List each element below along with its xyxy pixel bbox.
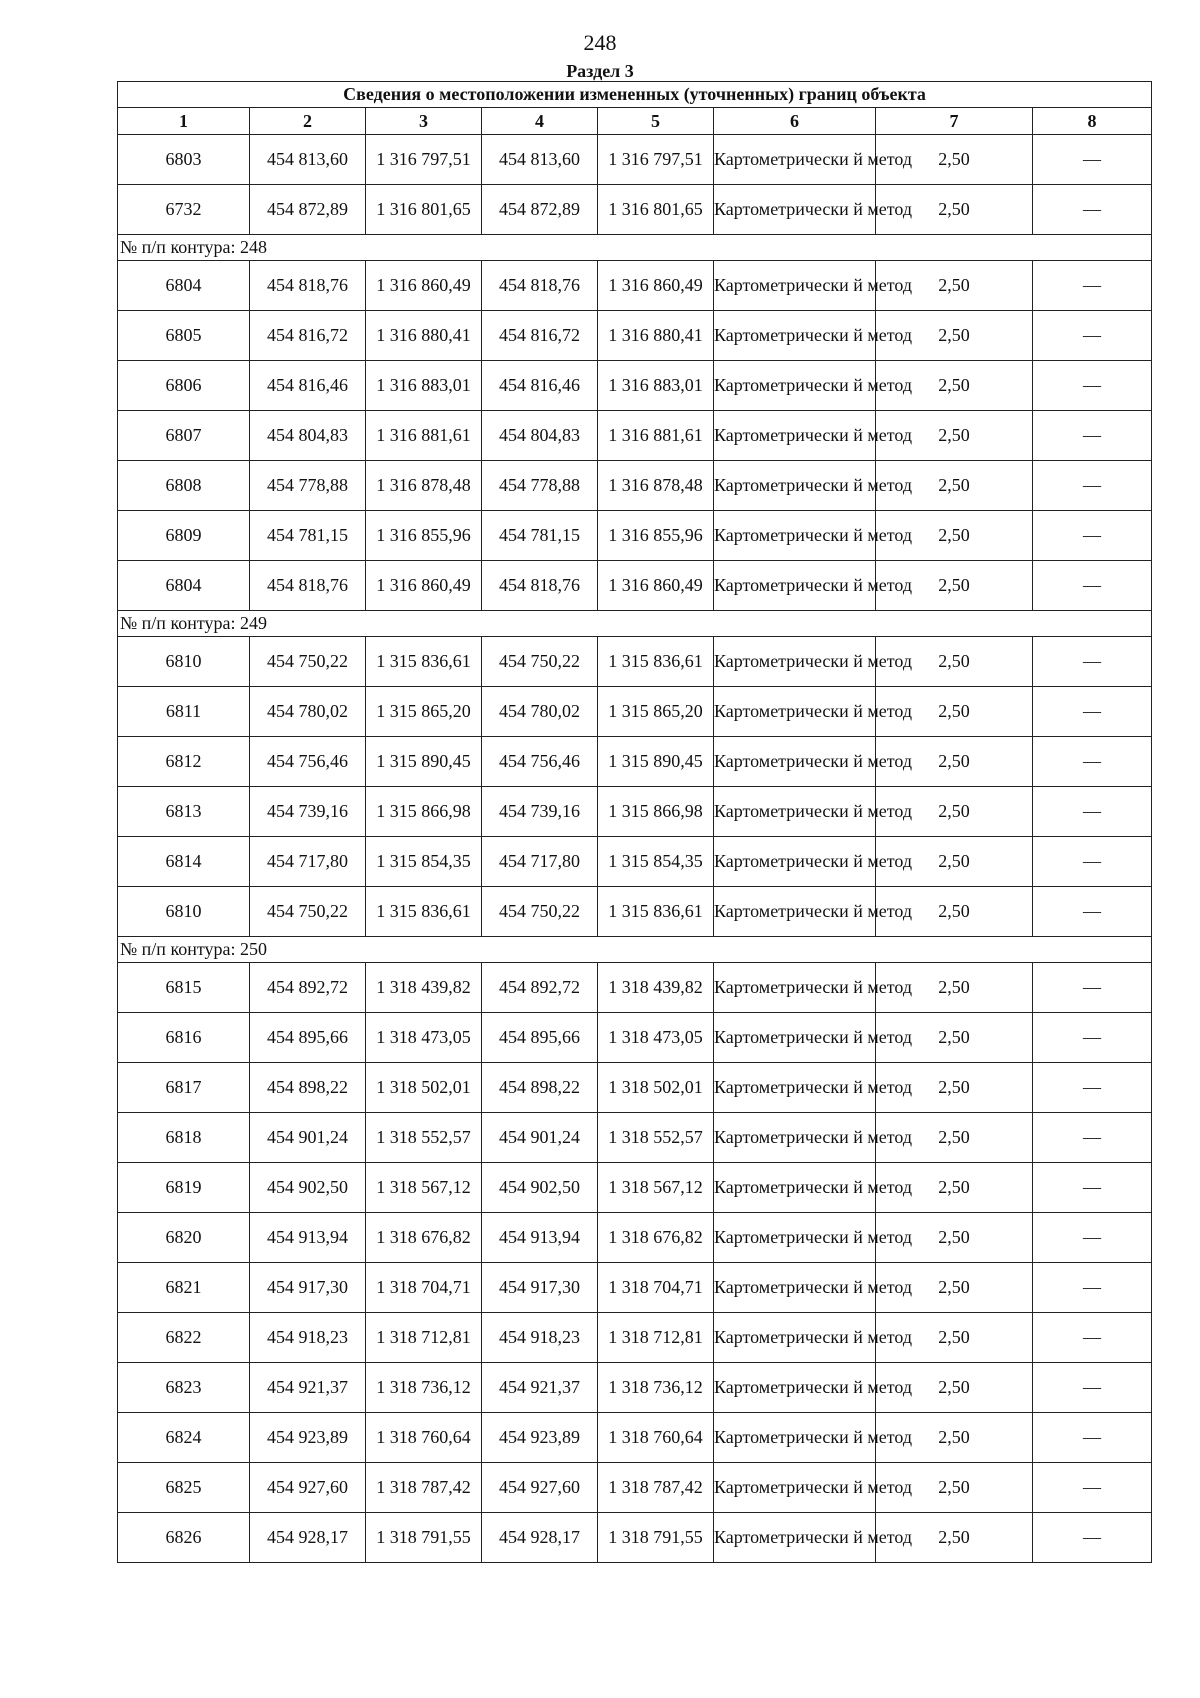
table-row — [118, 1163, 1152, 1213]
description-cell: — — [1033, 1163, 1152, 1213]
y-new-cell: 1 318 552,57 — [598, 1113, 714, 1163]
x-existing-cell: 454 902,50 — [250, 1163, 366, 1213]
accuracy-cell: 2,50 — [876, 887, 1033, 937]
y-new-cell: 1 316 883,01 — [598, 361, 714, 411]
y-new-cell: 1 316 860,49 — [598, 261, 714, 311]
table-row — [118, 787, 1152, 837]
table-row — [118, 963, 1152, 1013]
x-new-cell: 454 717,80 — [482, 837, 598, 887]
description-cell: — — [1033, 511, 1152, 561]
point-number-cell: 6823 — [118, 1363, 250, 1413]
method-cell: Картометрически й метод — [714, 311, 876, 361]
x-new-cell: 454 804,83 — [482, 411, 598, 461]
point-number-cell: 6808 — [118, 461, 250, 511]
description-cell: — — [1033, 1113, 1152, 1163]
x-new-cell: 454 913,94 — [482, 1213, 598, 1263]
accuracy-cell: 2,50 — [876, 561, 1033, 611]
x-existing-cell: 454 804,83 — [250, 411, 366, 461]
x-new-cell: 454 750,22 — [482, 887, 598, 937]
description-cell: — — [1033, 1313, 1152, 1363]
column-number-1: 1 — [118, 108, 250, 135]
y-existing-cell: 1 315 836,61 — [366, 637, 482, 687]
x-existing-cell: 454 913,94 — [250, 1213, 366, 1263]
table-caption: Сведения о местоположении измененных (уточненных) границ объекта — [118, 82, 1152, 108]
table-row — [118, 1363, 1152, 1413]
boundary-points-table — [117, 81, 1152, 1563]
accuracy-cell: 2,50 — [876, 1463, 1033, 1513]
column-number-3: 3 — [366, 108, 482, 135]
x-new-cell: 454 739,16 — [482, 787, 598, 837]
x-new-cell: 454 816,72 — [482, 311, 598, 361]
y-new-cell: 1 316 855,96 — [598, 511, 714, 561]
x-new-cell: 454 928,17 — [482, 1513, 598, 1563]
description-cell: — — [1033, 561, 1152, 611]
method-cell: Картометрически й метод — [714, 461, 876, 511]
point-number-cell: 6820 — [118, 1213, 250, 1263]
accuracy-cell: 2,50 — [876, 837, 1033, 887]
y-existing-cell: 1 316 860,49 — [366, 261, 482, 311]
x-new-cell: 454 927,60 — [482, 1463, 598, 1513]
table-row — [118, 637, 1152, 687]
table-row — [118, 311, 1152, 361]
point-number-cell: 6806 — [118, 361, 250, 411]
y-existing-cell: 1 318 567,12 — [366, 1163, 482, 1213]
y-new-cell: 1 318 736,12 — [598, 1363, 714, 1413]
contour-label: № п/п контура: 250 — [118, 937, 1152, 963]
x-existing-cell: 454 898,22 — [250, 1063, 366, 1113]
point-number-cell: 6807 — [118, 411, 250, 461]
y-new-cell: 1 316 881,61 — [598, 411, 714, 461]
point-number-cell: 6804 — [118, 261, 250, 311]
y-existing-cell: 1 315 890,45 — [366, 737, 482, 787]
x-new-cell: 454 901,24 — [482, 1113, 598, 1163]
x-existing-cell: 454 818,76 — [250, 261, 366, 311]
method-cell: Картометрически й метод — [714, 737, 876, 787]
point-number-cell: 6810 — [118, 887, 250, 937]
method-cell: Картометрически й метод — [714, 1513, 876, 1563]
x-existing-cell: 454 918,23 — [250, 1313, 366, 1363]
description-cell: — — [1033, 1513, 1152, 1563]
x-new-cell: 454 778,88 — [482, 461, 598, 511]
method-cell: Картометрически й метод — [714, 1063, 876, 1113]
table-row — [118, 737, 1152, 787]
method-cell: Картометрически й метод — [714, 135, 876, 185]
y-existing-cell: 1 316 881,61 — [366, 411, 482, 461]
y-new-cell: 1 318 704,71 — [598, 1263, 714, 1313]
table-row — [118, 411, 1152, 461]
description-cell: — — [1033, 1413, 1152, 1463]
table-row — [118, 1413, 1152, 1463]
point-number-cell: 6804 — [118, 561, 250, 611]
point-number-cell: 6819 — [118, 1163, 250, 1213]
method-cell: Картометрически й метод — [714, 1463, 876, 1513]
x-existing-cell: 454 892,72 — [250, 963, 366, 1013]
point-number-cell: 6810 — [118, 637, 250, 687]
table-caption-row — [118, 82, 1152, 108]
accuracy-cell: 2,50 — [876, 261, 1033, 311]
x-existing-cell: 454 750,22 — [250, 887, 366, 937]
x-new-cell: 454 917,30 — [482, 1263, 598, 1313]
point-number-cell: 6825 — [118, 1463, 250, 1513]
y-new-cell: 1 315 836,61 — [598, 637, 714, 687]
contour-row — [118, 937, 1152, 963]
page-number: 248 — [583, 30, 617, 55]
x-existing-cell: 454 813,60 — [250, 135, 366, 185]
x-new-cell: 454 756,46 — [482, 737, 598, 787]
table-row — [118, 561, 1152, 611]
x-existing-cell: 454 923,89 — [250, 1413, 366, 1463]
accuracy-cell: 2,50 — [876, 511, 1033, 561]
method-cell: Картометрически й метод — [714, 687, 876, 737]
point-number-cell: 6809 — [118, 511, 250, 561]
y-new-cell: 1 318 791,55 — [598, 1513, 714, 1563]
accuracy-cell: 2,50 — [876, 687, 1033, 737]
x-existing-cell: 454 921,37 — [250, 1363, 366, 1413]
point-number-cell: 6816 — [118, 1013, 250, 1063]
y-existing-cell: 1 316 797,51 — [366, 135, 482, 185]
x-existing-cell: 454 917,30 — [250, 1263, 366, 1313]
y-existing-cell: 1 318 736,12 — [366, 1363, 482, 1413]
point-number-cell: 6803 — [118, 135, 250, 185]
table-row — [118, 1013, 1152, 1063]
accuracy-cell: 2,50 — [876, 1413, 1033, 1463]
y-new-cell: 1 318 787,42 — [598, 1463, 714, 1513]
table-row — [118, 1213, 1152, 1263]
y-new-cell: 1 318 760,64 — [598, 1413, 714, 1463]
y-new-cell: 1 318 473,05 — [598, 1013, 714, 1063]
accuracy-cell: 2,50 — [876, 1213, 1033, 1263]
point-number-cell: 6814 — [118, 837, 250, 887]
y-existing-cell: 1 316 860,49 — [366, 561, 482, 611]
x-existing-cell: 454 739,16 — [250, 787, 366, 837]
description-cell: — — [1033, 261, 1152, 311]
method-cell: Картометрически й метод — [714, 1313, 876, 1363]
y-new-cell: 1 318 502,01 — [598, 1063, 714, 1113]
column-number-2: 2 — [250, 108, 366, 135]
x-existing-cell: 454 778,88 — [250, 461, 366, 511]
point-number-cell: 6805 — [118, 311, 250, 361]
description-cell: — — [1033, 887, 1152, 937]
point-number-cell: 6732 — [118, 185, 250, 235]
table-row — [118, 837, 1152, 887]
accuracy-cell: 2,50 — [876, 1513, 1033, 1563]
x-new-cell: 454 921,37 — [482, 1363, 598, 1413]
table-row — [118, 511, 1152, 561]
accuracy-cell: 2,50 — [876, 361, 1033, 411]
y-new-cell: 1 318 712,81 — [598, 1313, 714, 1363]
x-new-cell: 454 898,22 — [482, 1063, 598, 1113]
table-row — [118, 1113, 1152, 1163]
x-new-cell: 454 923,89 — [482, 1413, 598, 1463]
y-existing-cell: 1 318 473,05 — [366, 1013, 482, 1063]
x-existing-cell: 454 901,24 — [250, 1113, 366, 1163]
column-number-4: 4 — [482, 108, 598, 135]
y-new-cell: 1 316 860,49 — [598, 561, 714, 611]
table-row — [118, 687, 1152, 737]
method-cell: Картометрически й метод — [714, 1163, 876, 1213]
y-existing-cell: 1 315 866,98 — [366, 787, 482, 837]
point-number-cell: 6811 — [118, 687, 250, 737]
y-new-cell: 1 318 567,12 — [598, 1163, 714, 1213]
x-new-cell: 454 902,50 — [482, 1163, 598, 1213]
y-existing-cell: 1 316 880,41 — [366, 311, 482, 361]
column-number-6: 6 — [714, 108, 876, 135]
description-cell: — — [1033, 461, 1152, 511]
y-existing-cell: 1 318 552,57 — [366, 1113, 482, 1163]
x-existing-cell: 454 818,76 — [250, 561, 366, 611]
description-cell: — — [1033, 637, 1152, 687]
point-number-cell: 6812 — [118, 737, 250, 787]
y-new-cell: 1 316 880,41 — [598, 311, 714, 361]
x-existing-cell: 454 781,15 — [250, 511, 366, 561]
column-number-7: 7 — [876, 108, 1033, 135]
table-row — [118, 261, 1152, 311]
y-existing-cell: 1 316 883,01 — [366, 361, 482, 411]
x-new-cell: 454 872,89 — [482, 185, 598, 235]
method-cell: Картометрически й метод — [714, 1213, 876, 1263]
y-existing-cell: 1 318 760,64 — [366, 1413, 482, 1463]
point-number-cell: 6813 — [118, 787, 250, 837]
y-existing-cell: 1 318 787,42 — [366, 1463, 482, 1513]
x-existing-cell: 454 816,46 — [250, 361, 366, 411]
table-row — [118, 1263, 1152, 1313]
method-cell: Картометрически й метод — [714, 1013, 876, 1063]
x-new-cell: 454 918,23 — [482, 1313, 598, 1363]
x-existing-cell: 454 780,02 — [250, 687, 366, 737]
x-existing-cell: 454 717,80 — [250, 837, 366, 887]
description-cell: — — [1033, 1463, 1152, 1513]
y-new-cell: 1 315 836,61 — [598, 887, 714, 937]
y-existing-cell: 1 318 791,55 — [366, 1513, 482, 1563]
y-new-cell: 1 318 676,82 — [598, 1213, 714, 1263]
y-new-cell: 1 318 439,82 — [598, 963, 714, 1013]
accuracy-cell: 2,50 — [876, 963, 1033, 1013]
x-existing-cell: 454 928,17 — [250, 1513, 366, 1563]
accuracy-cell: 2,50 — [876, 787, 1033, 837]
method-cell: Картометрически й метод — [714, 837, 876, 887]
table-row — [118, 361, 1152, 411]
description-cell: — — [1033, 837, 1152, 887]
table-row — [118, 135, 1152, 185]
contour-row — [118, 235, 1152, 261]
description-cell: — — [1033, 411, 1152, 461]
accuracy-cell: 2,50 — [876, 461, 1033, 511]
y-new-cell: 1 315 890,45 — [598, 737, 714, 787]
y-existing-cell: 1 318 704,71 — [366, 1263, 482, 1313]
x-new-cell: 454 750,22 — [482, 637, 598, 687]
method-cell: Картометрически й метод — [714, 1363, 876, 1413]
y-existing-cell: 1 315 854,35 — [366, 837, 482, 887]
table-row — [118, 1463, 1152, 1513]
accuracy-cell: 2,50 — [876, 1163, 1033, 1213]
accuracy-cell: 2,50 — [876, 311, 1033, 361]
x-new-cell: 454 780,02 — [482, 687, 598, 737]
table-row — [118, 461, 1152, 511]
table-row — [118, 185, 1152, 235]
method-cell: Картометрически й метод — [714, 1113, 876, 1163]
y-new-cell: 1 316 878,48 — [598, 461, 714, 511]
y-existing-cell: 1 318 439,82 — [366, 963, 482, 1013]
description-cell: — — [1033, 963, 1152, 1013]
y-new-cell: 1 315 865,20 — [598, 687, 714, 737]
y-new-cell: 1 315 866,98 — [598, 787, 714, 837]
description-cell: — — [1033, 787, 1152, 837]
column-numbers-row — [118, 108, 1152, 135]
description-cell: — — [1033, 1363, 1152, 1413]
column-number-8: 8 — [1033, 108, 1152, 135]
x-new-cell: 454 816,46 — [482, 361, 598, 411]
accuracy-cell: 2,50 — [876, 1313, 1033, 1363]
method-cell: Картометрически й метод — [714, 185, 876, 235]
description-cell: — — [1033, 1263, 1152, 1313]
point-number-cell: 6824 — [118, 1413, 250, 1463]
y-new-cell: 1 316 797,51 — [598, 135, 714, 185]
point-number-cell: 6815 — [118, 963, 250, 1013]
point-number-cell: 6817 — [118, 1063, 250, 1113]
accuracy-cell: 2,50 — [876, 1063, 1033, 1113]
x-existing-cell: 454 927,60 — [250, 1463, 366, 1513]
contour-label: № п/п контура: 249 — [118, 611, 1152, 637]
y-existing-cell: 1 316 878,48 — [366, 461, 482, 511]
accuracy-cell: 2,50 — [876, 1363, 1033, 1413]
description-cell: — — [1033, 185, 1152, 235]
x-existing-cell: 454 756,46 — [250, 737, 366, 787]
method-cell: Картометрически й метод — [714, 963, 876, 1013]
y-existing-cell: 1 315 836,61 — [366, 887, 482, 937]
y-existing-cell: 1 318 502,01 — [366, 1063, 482, 1113]
method-cell: Картометрически й метод — [714, 1263, 876, 1313]
y-existing-cell: 1 316 801,65 — [366, 185, 482, 235]
accuracy-cell: 2,50 — [876, 1013, 1033, 1063]
description-cell: — — [1033, 135, 1152, 185]
x-new-cell: 454 813,60 — [482, 135, 598, 185]
method-cell: Картометрически й метод — [714, 561, 876, 611]
description-cell: — — [1033, 1063, 1152, 1113]
x-new-cell: 454 781,15 — [482, 511, 598, 561]
y-new-cell: 1 315 854,35 — [598, 837, 714, 887]
method-cell: Картометрически й метод — [714, 1413, 876, 1463]
point-number-cell: 6818 — [118, 1113, 250, 1163]
accuracy-cell: 2,50 — [876, 637, 1033, 687]
x-existing-cell: 454 895,66 — [250, 1013, 366, 1063]
accuracy-cell: 2,50 — [876, 737, 1033, 787]
section-title: Раздел 3 — [566, 61, 634, 81]
method-cell: Картометрически й метод — [714, 887, 876, 937]
x-existing-cell: 454 872,89 — [250, 185, 366, 235]
x-new-cell: 454 818,76 — [482, 261, 598, 311]
contour-label: № п/п контура: 248 — [118, 235, 1152, 261]
x-new-cell: 454 895,66 — [482, 1013, 598, 1063]
accuracy-cell: 2,50 — [876, 185, 1033, 235]
table-row — [118, 1313, 1152, 1363]
table-row — [118, 1513, 1152, 1563]
point-number-cell: 6826 — [118, 1513, 250, 1563]
method-cell: Картометрически й метод — [714, 411, 876, 461]
description-cell: — — [1033, 737, 1152, 787]
accuracy-cell: 2,50 — [876, 1263, 1033, 1313]
x-new-cell: 454 892,72 — [482, 963, 598, 1013]
y-existing-cell: 1 315 865,20 — [366, 687, 482, 737]
y-new-cell: 1 316 801,65 — [598, 185, 714, 235]
x-existing-cell: 454 750,22 — [250, 637, 366, 687]
description-cell: — — [1033, 361, 1152, 411]
y-existing-cell: 1 316 855,96 — [366, 511, 482, 561]
accuracy-cell: 2,50 — [876, 411, 1033, 461]
accuracy-cell: 2,50 — [876, 135, 1033, 185]
description-cell: — — [1033, 687, 1152, 737]
description-cell: — — [1033, 311, 1152, 361]
accuracy-cell: 2,50 — [876, 1113, 1033, 1163]
method-cell: Картометрически й метод — [714, 261, 876, 311]
method-cell: Картометрически й метод — [714, 361, 876, 411]
contour-row — [118, 611, 1152, 637]
description-cell: — — [1033, 1013, 1152, 1063]
x-existing-cell: 454 816,72 — [250, 311, 366, 361]
point-number-cell: 6822 — [118, 1313, 250, 1363]
table-row — [118, 887, 1152, 937]
method-cell: Картометрически й метод — [714, 637, 876, 687]
table-row — [118, 1063, 1152, 1113]
description-cell: — — [1033, 1213, 1152, 1263]
point-number-cell: 6821 — [118, 1263, 250, 1313]
method-cell: Картометрически й метод — [714, 511, 876, 561]
method-cell: Картометрически й метод — [714, 787, 876, 837]
x-new-cell: 454 818,76 — [482, 561, 598, 611]
y-existing-cell: 1 318 676,82 — [366, 1213, 482, 1263]
column-number-5: 5 — [598, 108, 714, 135]
y-existing-cell: 1 318 712,81 — [366, 1313, 482, 1363]
